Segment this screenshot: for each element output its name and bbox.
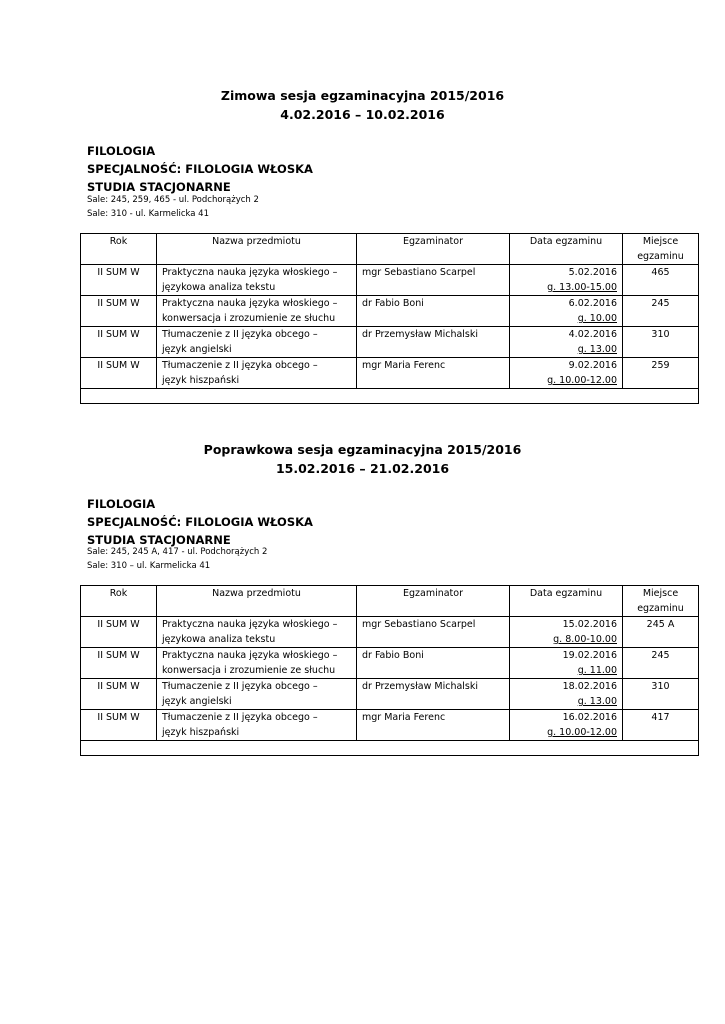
- cell-year: II SUM W: [81, 679, 157, 710]
- table-row: [81, 710, 699, 741]
- subject-line: językowa analiza tekstu: [162, 282, 276, 293]
- table-row: [81, 648, 699, 679]
- rooms-line-2: Sale: 310 – ul. Karmelicka 41: [87, 561, 211, 571]
- cell-examiner: mgr Sebastiano Scarpel: [357, 265, 510, 296]
- header-year: Rok: [81, 586, 157, 617]
- exam-date: 4.02.2016: [568, 329, 617, 340]
- exam-table-retake: [80, 585, 699, 756]
- table-empty-row: [81, 389, 699, 404]
- session-dates: 4.02.2016 – 10.02.2016: [280, 107, 445, 122]
- exam-time: g. 13.00: [577, 344, 617, 355]
- exam-time: g. 8.00-10.00: [553, 634, 617, 645]
- subject-line: Praktyczna nauka języka włoskiego –: [162, 619, 338, 630]
- table-header-row: [81, 586, 699, 617]
- exam-date: 15.02.2016: [562, 619, 617, 630]
- cell-subject: [157, 327, 357, 358]
- cell-date: [510, 327, 623, 358]
- cell-subject: [157, 617, 357, 648]
- exam-time: g. 13.00: [577, 696, 617, 707]
- subject-line: Praktyczna nauka języka włoskiego –: [162, 267, 338, 278]
- cell-date: [510, 710, 623, 741]
- exam-time: g. 10.00-12.00: [547, 727, 617, 738]
- cell-place: 259: [623, 358, 699, 389]
- empty-cell: [81, 389, 699, 404]
- cell-place: 245 A: [623, 617, 699, 648]
- subject-line: konwersacja i zrozumienie ze słuchu: [162, 313, 336, 324]
- cell-examiner: dr Przemysław Michalski: [357, 679, 510, 710]
- cell-date: [510, 648, 623, 679]
- rooms-line-2: Sale: 310 - ul. Karmelicka 41: [87, 209, 209, 219]
- cell-examiner: mgr Maria Ferenc: [357, 358, 510, 389]
- cell-year: II SUM W: [81, 648, 157, 679]
- header-year: Rok: [81, 234, 157, 265]
- specialty-label: SPECJALNOŚĆ: FILOLOGIA WŁOSKA: [87, 162, 313, 176]
- cell-subject: [157, 648, 357, 679]
- exam-date: 16.02.2016: [562, 712, 617, 723]
- exam-date: 6.02.2016: [568, 298, 617, 309]
- cell-subject: [157, 296, 357, 327]
- cell-date: [510, 296, 623, 327]
- rooms-line-1: Sale: 245, 259, 465 - ul. Podchorążych 2: [87, 195, 259, 205]
- cell-examiner: dr Przemysław Michalski: [357, 327, 510, 358]
- cell-examiner: mgr Maria Ferenc: [357, 710, 510, 741]
- cell-place: 245: [623, 296, 699, 327]
- table-row: [81, 327, 699, 358]
- cell-examiner: dr Fabio Boni: [357, 648, 510, 679]
- cell-place: 417: [623, 710, 699, 741]
- study-mode-label: STUDIA STACJONARNE: [87, 180, 231, 194]
- header-place: Miejsce egzaminu: [623, 586, 699, 617]
- cell-examiner: dr Fabio Boni: [357, 296, 510, 327]
- subject-line: Praktyczna nauka języka włoskiego –: [162, 298, 338, 309]
- table-row: [81, 265, 699, 296]
- cell-date: [510, 265, 623, 296]
- table-row: [81, 679, 699, 710]
- cell-year: II SUM W: [81, 265, 157, 296]
- study-mode-label: STUDIA STACJONARNE: [87, 533, 231, 547]
- session-title: Poprawkowa sesja egzaminacyjna 2015/2016: [203, 442, 522, 457]
- cell-subject: [157, 265, 357, 296]
- subject-line: Tłumaczenie z II języka obcego –: [162, 360, 318, 371]
- header-place: Miejsce egzaminu: [623, 234, 699, 265]
- cell-place: 310: [623, 327, 699, 358]
- subject-line: Tłumaczenie z II języka obcego –: [162, 712, 318, 723]
- table-row: [81, 358, 699, 389]
- header-examiner: Egzaminator: [357, 234, 510, 265]
- cell-date: [510, 617, 623, 648]
- cell-place: 245: [623, 648, 699, 679]
- cell-subject: [157, 679, 357, 710]
- cell-year: II SUM W: [81, 617, 157, 648]
- header-subject: Nazwa przedmiotu: [157, 234, 357, 265]
- table-row: [81, 296, 699, 327]
- subject-line: język angielski: [162, 696, 232, 707]
- header-subject: Nazwa przedmiotu: [157, 586, 357, 617]
- cell-subject: [157, 710, 357, 741]
- rooms-line-1: Sale: 245, 245 A, 417 - ul. Podchorążych 2: [87, 547, 268, 557]
- exam-date: 9.02.2016: [568, 360, 617, 371]
- cell-year: II SUM W: [81, 710, 157, 741]
- subject-line: Tłumaczenie z II języka obcego –: [162, 681, 318, 692]
- cell-date: [510, 358, 623, 389]
- exam-date: 19.02.2016: [562, 650, 617, 661]
- exam-date: 18.02.2016: [562, 681, 617, 692]
- exam-time: g. 13.00-15.00: [547, 282, 617, 293]
- field-label: FILOLOGIA: [87, 497, 156, 511]
- table-empty-row: [81, 741, 699, 756]
- subject-line: konwersacja i zrozumienie ze słuchu: [162, 665, 336, 676]
- table-row: [81, 617, 699, 648]
- subject-line: język hiszpański: [162, 375, 240, 386]
- session-dates: 15.02.2016 – 21.02.2016: [275, 461, 450, 476]
- specialty-label: SPECJALNOŚĆ: FILOLOGIA WŁOSKA: [87, 515, 313, 529]
- cell-place: 310: [623, 679, 699, 710]
- cell-year: II SUM W: [81, 296, 157, 327]
- exam-time: g. 10.00: [577, 313, 617, 324]
- exam-time: g. 11.00: [577, 665, 617, 676]
- session-title: Zimowa sesja egzaminacyjna 2015/2016: [220, 88, 505, 103]
- field-label: FILOLOGIA: [87, 144, 156, 158]
- cell-year: II SUM W: [81, 327, 157, 358]
- subject-line: Tłumaczenie z II języka obcego –: [162, 329, 318, 340]
- header-date: Data egzaminu: [510, 586, 623, 617]
- subject-line: język hiszpański: [162, 727, 240, 738]
- cell-place: 465: [623, 265, 699, 296]
- subject-line: Praktyczna nauka języka włoskiego –: [162, 650, 338, 661]
- header-date: Data egzaminu: [510, 234, 623, 265]
- cell-date: [510, 679, 623, 710]
- subject-line: język angielski: [162, 344, 232, 355]
- cell-subject: [157, 358, 357, 389]
- exam-time: g. 10.00-12.00: [547, 375, 617, 386]
- cell-year: II SUM W: [81, 358, 157, 389]
- empty-cell: [81, 741, 699, 756]
- subject-line: językowa analiza tekstu: [162, 634, 276, 645]
- header-examiner: Egzaminator: [357, 586, 510, 617]
- exam-table-winter: [80, 233, 699, 404]
- exam-date: 5.02.2016: [568, 267, 617, 278]
- cell-examiner: mgr Sebastiano Scarpel: [357, 617, 510, 648]
- table-header-row: [81, 234, 699, 265]
